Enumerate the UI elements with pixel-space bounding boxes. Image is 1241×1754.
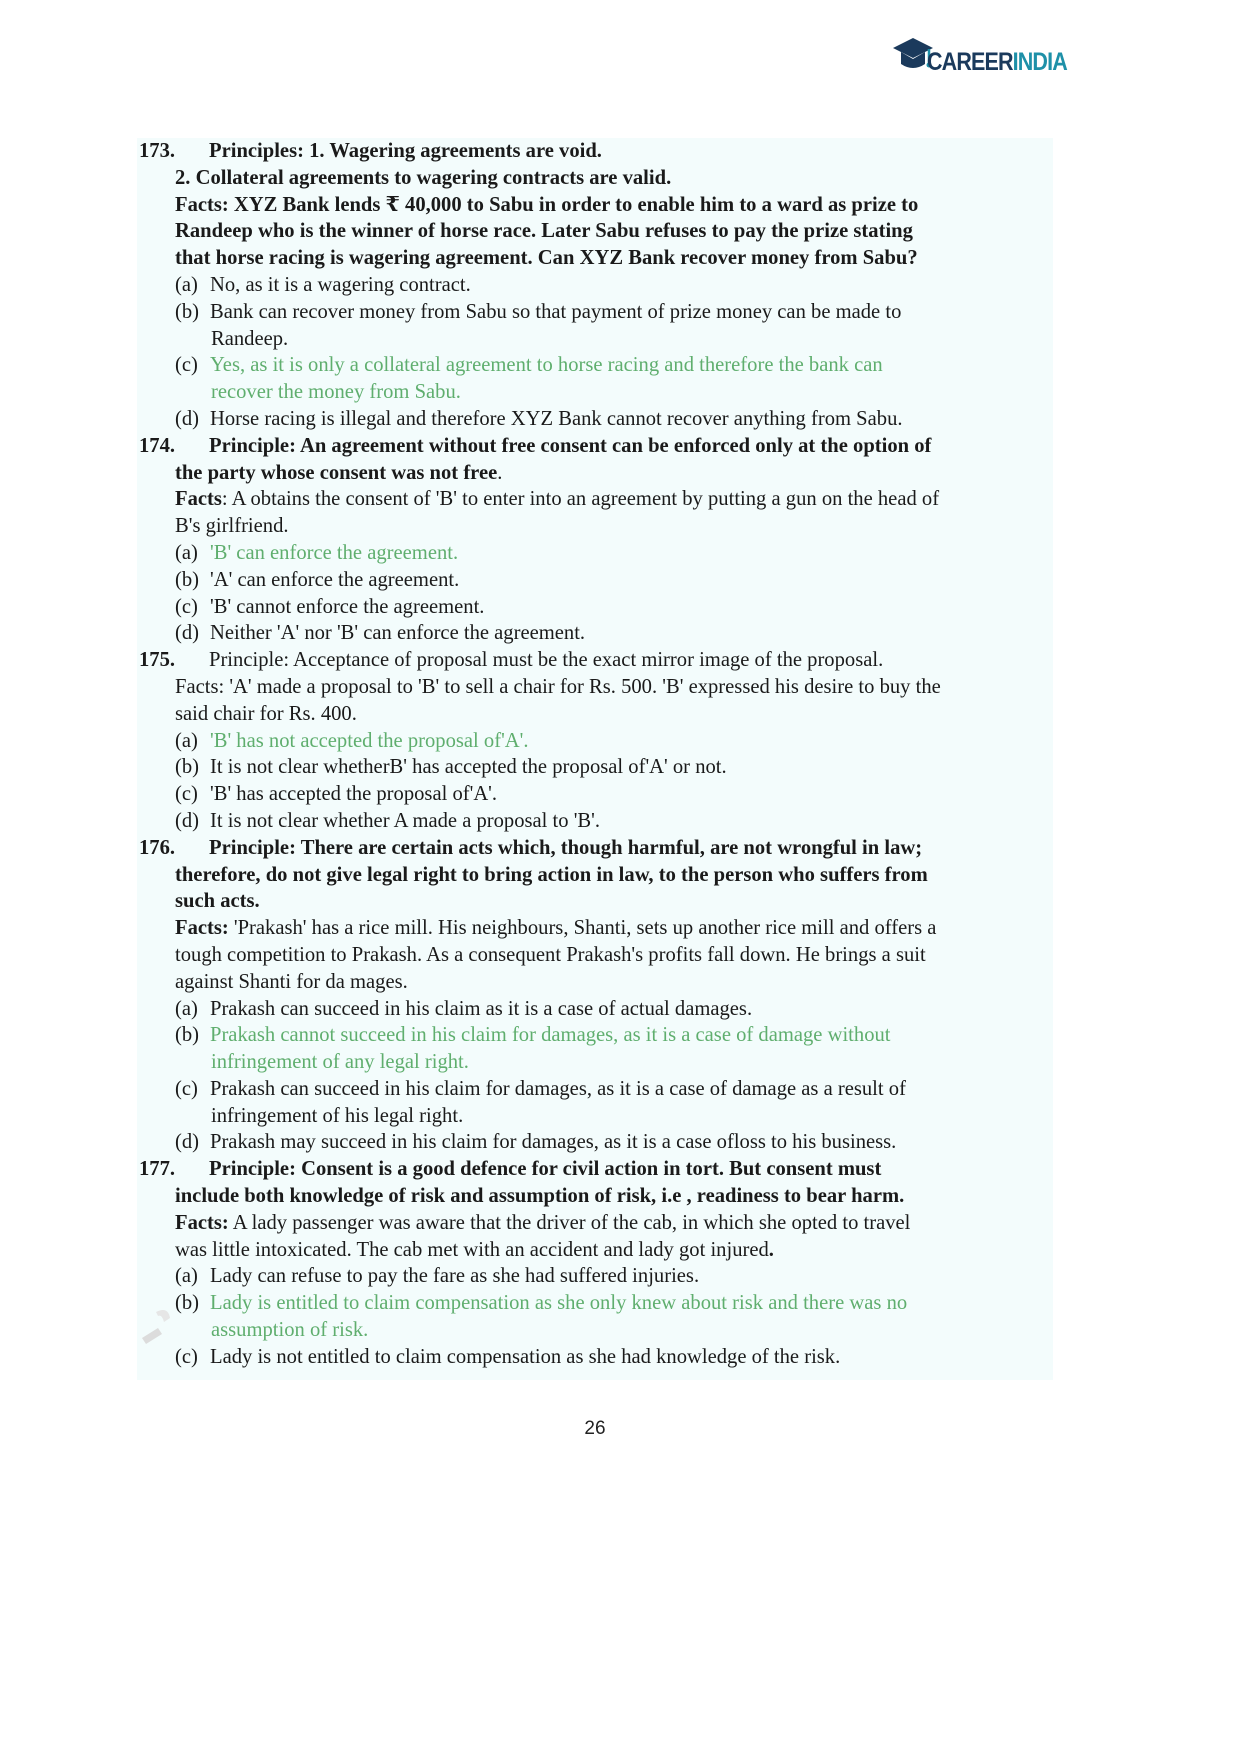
line-suffix: .: [497, 461, 503, 484]
line-text: such acts.: [175, 890, 260, 913]
question-text-line: [137, 942, 1053, 969]
answer-option: [137, 567, 1053, 594]
question-principle: [137, 433, 1053, 460]
question-text-line: [137, 701, 1053, 728]
option-label: (c): [175, 354, 198, 377]
option-label: (c): [175, 1345, 198, 1368]
answer-option: [137, 272, 1053, 299]
question-text-line: [137, 486, 1053, 513]
page-number: 26: [584, 1418, 606, 1439]
option-text: Prakash may succeed in his claim for damages, as it is a case ofloss to his business.: [210, 1131, 897, 1154]
correct-answer-text: recover the money from Sabu.: [211, 381, 461, 404]
line-text: the party whose consent was not free: [175, 461, 498, 484]
option-text: Prakash can succeed in his claim as it is a case of actual damages.: [210, 997, 753, 1020]
correct-answer-text: 'B' has not accepted the proposal of'A'.: [210, 729, 529, 752]
option-label: (b): [175, 1024, 200, 1047]
question-text-line: [137, 969, 1053, 996]
question-number: 174.: [139, 434, 176, 457]
answer-option: [137, 352, 1053, 379]
option-label: (a): [175, 541, 198, 564]
line-text: tough competition to Prakash. As a consequent Prakash's profits fall down. He brings a suit: [175, 943, 926, 966]
option-label: (d): [175, 407, 200, 430]
option-label: (a): [175, 273, 198, 296]
answer-option: [137, 1022, 1053, 1049]
question-173: [137, 138, 1053, 433]
answer-option-continuation: [137, 326, 1053, 353]
option-label: (d): [175, 622, 200, 645]
line-text: 'Prakash' has a rice mill. His neighbours, Shanti, sets up another rice mill and offers a: [228, 917, 937, 940]
watermark-mark: [138, 1298, 174, 1346]
option-text: Neither 'A' nor 'B' can enforce the agreement.: [210, 622, 586, 645]
correct-answer-text: Yes, as it is only a collateral agreement to horse racing and therefore the bank can: [210, 354, 883, 377]
option-label: (c): [175, 595, 198, 618]
line-text: Facts: XYZ Bank lends ₹ 40,000 to Sabu in order to enable him to a ward as prize to: [175, 193, 919, 216]
question-text-line: [137, 245, 1053, 272]
option-text: Horse racing is illegal and therefore XYZ Bank cannot recover anything from Sabu.: [210, 407, 903, 430]
question-text-line: [137, 165, 1053, 192]
question-number: 176.: [139, 836, 176, 859]
option-text: It is not clear whetherB' has accepted the proposal of'A' or not.: [210, 756, 727, 779]
answer-option: [137, 594, 1053, 621]
line-text: against Shanti for da mages.: [175, 970, 408, 993]
option-label: (c): [175, 783, 198, 806]
question-principle: [137, 835, 1053, 862]
line-text: Facts: 'A' made a proposal to 'B' to sell a chair for Rs. 500. 'B' expressed his desire to buy the: [175, 675, 941, 698]
answer-option: [137, 1129, 1053, 1156]
option-text: infringement of his legal right.: [211, 1104, 464, 1127]
option-label: (a): [175, 729, 198, 752]
line-text: Principle: There are certain acts which, though harmful, are not wrongful in law;: [209, 836, 923, 859]
option-label: (b): [175, 568, 200, 591]
line-text: that horse racing is wagering agreement. Can XYZ Bank recover money from Sabu?: [175, 247, 918, 270]
question-175: [137, 647, 1053, 835]
question-principle: [137, 647, 1053, 674]
answer-option-continuation: [137, 1049, 1053, 1076]
question-text-line: [137, 460, 1053, 487]
line-text: said chair for Rs. 400.: [175, 702, 357, 725]
careerindia-logo: [893, 34, 1073, 80]
facts-label: Facts:: [175, 1211, 229, 1234]
answer-option: [137, 808, 1053, 835]
question-principle: [137, 1156, 1053, 1183]
line-text: Randeep who is the winner of horse race. Later Sabu refuses to pay the prize stating: [175, 220, 913, 243]
option-text: 'B' cannot enforce the agreement.: [210, 595, 485, 618]
answer-option: [137, 620, 1053, 647]
answer-option: [137, 299, 1053, 326]
option-text: Prakash can succeed in his claim for damages, as it is a case of damage as a result of: [210, 1077, 906, 1100]
question-text-line: [137, 1183, 1053, 1210]
answer-option: [137, 781, 1053, 808]
correct-answer-text: assumption of risk.: [211, 1319, 369, 1342]
option-text: It is not clear whether A made a proposal to 'B'.: [210, 809, 601, 832]
question-176: [137, 835, 1053, 1157]
option-text: 'B' has accepted the proposal of'A'.: [210, 783, 498, 806]
option-text: Randeep.: [211, 327, 289, 350]
question-number: 173.: [139, 140, 176, 162]
line-text: include both knowledge of risk and assumption of risk, i.e , readiness to bear harm.: [175, 1185, 905, 1208]
line-text: Principles: 1. Wagering agreements are void.: [209, 140, 602, 162]
question-text-line: [137, 888, 1053, 915]
logo-wordmark: CAREERINDIA: [927, 48, 1067, 76]
option-label: (b): [175, 300, 200, 323]
question-principle: [137, 138, 1053, 165]
option-text: No, as it is a wagering contract.: [210, 273, 471, 296]
option-text: Lady can refuse to pay the fare as she had suffered injuries.: [210, 1265, 700, 1288]
question-text-line: [137, 218, 1053, 245]
correct-answer-text: Prakash cannot succeed in his claim for damages, as it is a case of damage without: [210, 1024, 891, 1047]
line-text: Principle: Acceptance of proposal must be the exact mirror image of the proposal.: [209, 649, 884, 672]
option-label: (d): [175, 1131, 200, 1154]
line-text: A lady passenger was aware that the driver of the cab, in which she opted to travel: [228, 1211, 911, 1234]
question-text-line: [137, 1210, 1053, 1237]
answer-option: [137, 1263, 1053, 1290]
question-text-line: [137, 862, 1053, 889]
correct-answer-text: Lady is entitled to claim compensation as she only knew about risk and there was no: [210, 1292, 908, 1315]
line-text: Principle: Consent is a good defence for civil action in tort. But consent must: [209, 1158, 882, 1181]
correct-answer-text: 'B' can enforce the agreement.: [210, 541, 459, 564]
question-text-line: [137, 192, 1053, 219]
option-label: (b): [175, 1292, 200, 1315]
question-177: [137, 1156, 1053, 1370]
line-text: B's girlfriend.: [175, 515, 289, 538]
answer-option: [137, 406, 1053, 433]
question-text-line: [137, 915, 1053, 942]
line-text: was little intoxicated. The cab met with an accident and lady got injured: [175, 1238, 769, 1261]
facts-label: Facts:: [175, 917, 229, 940]
answer-option: [137, 754, 1053, 781]
option-label: (c): [175, 1077, 198, 1100]
line-text: 2. Collateral agreements to wagering contracts are valid.: [175, 166, 672, 189]
option-label: (a): [175, 997, 198, 1020]
option-text: Lady is not entitled to claim compensation as she had knowledge of the risk.: [210, 1345, 841, 1368]
question-text-line: [137, 513, 1053, 540]
line-text: : A obtains the consent of 'B' to enter into an agreement by putting a gun on the head of: [221, 488, 940, 511]
answer-option: [137, 1076, 1053, 1103]
correct-answer-text: infringement of any legal right.: [211, 1051, 469, 1074]
line-suffix: .: [768, 1238, 774, 1261]
answer-option-continuation: [137, 1317, 1053, 1344]
answer-option: [137, 996, 1053, 1023]
line-text: therefore, do not give legal right to bring action in law, to the person who suffers from: [175, 863, 928, 886]
option-label: (b): [175, 756, 200, 779]
facts-label: Facts: [175, 488, 222, 511]
answer-option: [137, 1290, 1053, 1317]
question-number: 177.: [139, 1158, 176, 1181]
answer-option: [137, 1344, 1053, 1371]
question-174: [137, 433, 1053, 647]
option-label: (d): [175, 809, 200, 832]
answer-option: [137, 540, 1053, 567]
option-text: 'A' can enforce the agreement.: [210, 568, 460, 591]
question-list: [137, 138, 1053, 1380]
question-text-line: [137, 1237, 1053, 1264]
question-number: 175.: [139, 649, 176, 672]
line-text: Principle: An agreement without free consent can be enforced only at the option of: [209, 434, 932, 457]
answer-option-continuation: [137, 379, 1053, 406]
option-text: Bank can recover money from Sabu so that payment of prize money can be made to: [210, 300, 902, 323]
question-text-line: [137, 674, 1053, 701]
option-label: (a): [175, 1265, 198, 1288]
answer-option-continuation: [137, 1103, 1053, 1130]
answer-option: [137, 728, 1053, 755]
